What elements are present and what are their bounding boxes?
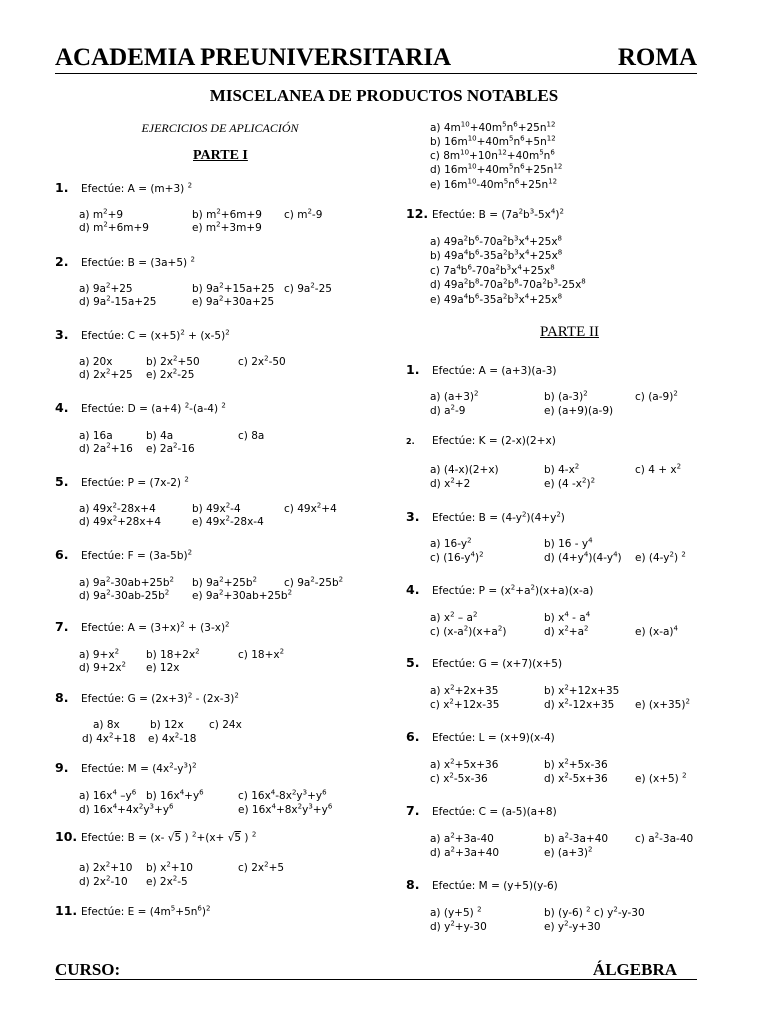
academy-name: ACADEMIA PREUNIVERSITARIA xyxy=(55,44,452,71)
exercise-r4: 4. Efectúe: $P = (x^2+a^2)(x+a)(x-a)$ xyxy=(406,582,594,597)
exercise-r3: 3. Efectúe: $B = (4-y^2)(4+y^2)$ xyxy=(406,509,565,524)
exercise-11: 11. Efectúe: $E = (4m^5+5n^6)^2$ xyxy=(55,903,211,918)
exercise-2: 2. Efectúe: B = (3a+5) $^2$ xyxy=(55,254,195,269)
header-rule xyxy=(55,73,697,74)
page-header xyxy=(55,44,697,72)
exercise-r2: 2. Efectúe: K = (2-x)(2+x) xyxy=(406,435,556,447)
exercise-10: 10. Efectúe: B = (x- √5 ) $^2$+(x+ √5 ) $^2$ xyxy=(55,829,257,844)
exercise-r8: 8. Efectúe: M = (y+5)(y-6) xyxy=(406,877,558,892)
exercise-r7: 7. Efectúe: C = (a-5)(a+8) xyxy=(406,803,557,818)
exercise-4: 4. Efectúe: D = (a+4) $^2$-(a-4) $^2$ xyxy=(55,400,226,415)
exercise-7: 7. Efectúe: $A = (3+x)^2 + (3-x)^2$ xyxy=(55,619,230,634)
exercise-6: 6. Efectúe: $F = (3a-5b)^2$ xyxy=(55,547,193,562)
page-title: MISCELANEA DE PRODUCTOS NOTABLES xyxy=(209,86,559,105)
exercise-r1: 1. Efectúe: A = (a+3)(a-3) xyxy=(406,362,557,377)
exercise-12: 12. Efectúe: $B = (7a^2b^3-5x^4)^2$ xyxy=(406,206,564,221)
footer-rule xyxy=(55,979,697,980)
parte-1-heading: PARTE I xyxy=(193,148,248,163)
exercise-r5: 5. Efectúe: G = (x+7)(x+5) xyxy=(406,655,563,670)
parte-2-heading: PARTE II xyxy=(540,324,599,340)
academy-branch: ROMA xyxy=(617,44,697,71)
exercise-9: 9. Efectúe: $M = (4x^2-y^3)^2$ xyxy=(55,760,197,775)
exercise-1: 1. Efectúe: A = (m+3) $^2$ xyxy=(55,180,193,195)
footer-subject: ÁLGEBRA xyxy=(592,960,677,979)
footer-course-label: CURSO: xyxy=(55,960,121,979)
section-subtitle: EJERCICIOS DE APLICACIÓN xyxy=(141,121,299,135)
exercise-3: 3. Efectúe: $C = (x+5)^2 + (x-5)^2$ xyxy=(55,327,230,342)
exercise-5: 5. Efectúe: P = (7x-2) $^2$ xyxy=(55,474,189,489)
exercise-8: 8. Efectúe: $G = (2x+3)^2 - (2x-3)^2$ xyxy=(55,690,239,705)
exercise-r6: 6. Efectúe: L = (x+9)(x-4) xyxy=(406,729,555,744)
